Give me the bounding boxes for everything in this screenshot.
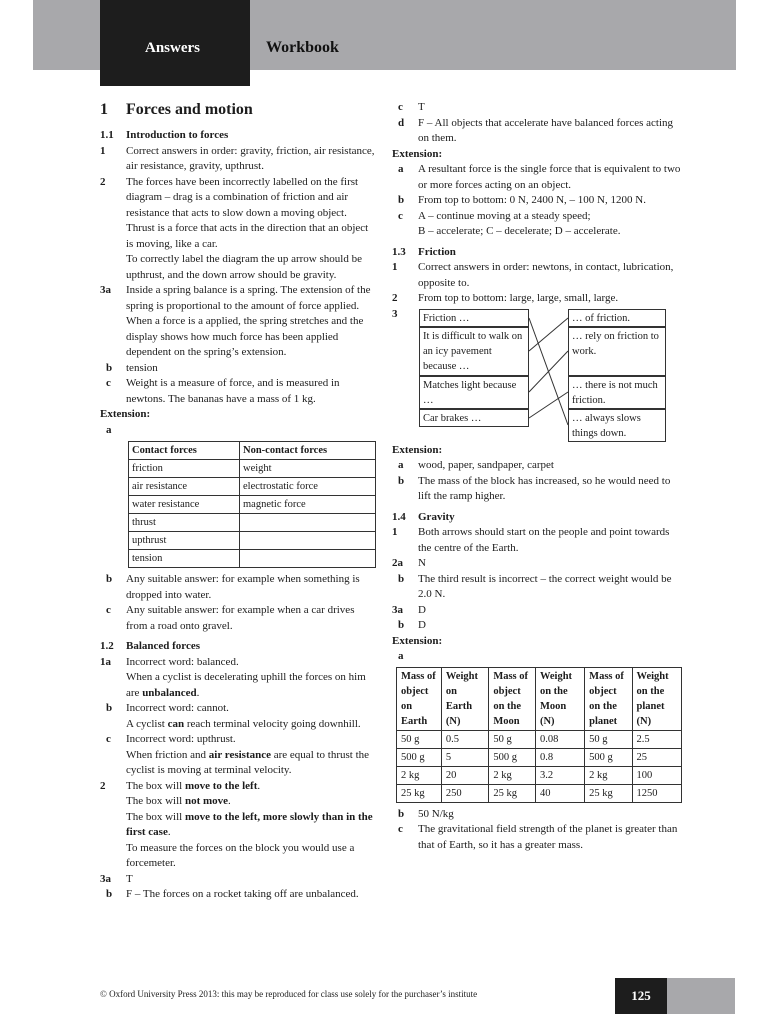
match-left-box: It is difficult to walk on an icy pavement because …	[419, 327, 529, 376]
table-row: 25 kg 250 25 kg 40 25 kg 1250	[397, 784, 682, 802]
answer-item: 3a Inside a spring balance is a spring. The extension of the spring is proportional to the amount of force applied. When a force is a applied, the spring stretches and the display shows how much force has been applied dependent on the spring’s extension.	[100, 284, 371, 358]
answer-item: 1 Correct answers in order: gravity, friction, air resistance, air resistance, gravity, upthrust.	[100, 144, 375, 172]
answer-continuation: When friction and air resistance are equal to thrust the cyclist is moving at terminal velocity.	[126, 748, 370, 776]
page-number: 125	[631, 988, 651, 1003]
answer-continuation: When a cyclist is decelerating uphill the forces on him are unbalanced.	[126, 671, 366, 699]
answer-item: b 50 N/kg	[398, 807, 454, 820]
answer-item: c Any suitable answer: for example when a car drives from a road onto gravel.	[106, 604, 355, 632]
section-heading: 1.4 Gravity	[392, 510, 455, 523]
match-left-box: Friction …	[419, 309, 529, 327]
table-header: Non-contact forces	[240, 442, 376, 460]
answer-item: 1 Both arrows should start on the people and point towards the centre of the Earth.	[392, 526, 670, 554]
answer-item: b Any suitable answer: for example when something is dropped into water.	[106, 573, 360, 601]
answer-item: b D	[398, 619, 426, 631]
table-row: friction weight	[129, 460, 376, 478]
matching-diagram	[392, 309, 682, 439]
answer-item: c Incorrect word: upthrust.	[106, 733, 236, 745]
table-row: water resistance magnetic force	[129, 496, 376, 514]
answer-continuation: The box will move to the left, more slowly than in the first case.	[126, 810, 373, 838]
chapter-number: 1	[100, 101, 108, 118]
table-header: Weight on the planet (N)	[632, 667, 681, 730]
table-row: tension	[129, 550, 376, 568]
answer-item: a wood, paper, sandpaper, carpet	[398, 459, 554, 471]
table-header: Mass of object on the planet	[585, 667, 632, 730]
table-header: Mass of object on Earth	[397, 667, 442, 730]
question-number: 3	[392, 307, 398, 320]
match-left-box: Car brakes …	[419, 409, 529, 427]
answer-continuation: To measure the forces on the block you would use a forcemeter.	[126, 841, 355, 869]
answer-item: b F – The forces on a rocket taking off are unbalanced.	[106, 888, 359, 900]
answer-item: b The third result is incorrect – the correct weight would be 2.0 N.	[398, 572, 672, 600]
extension-heading: Extension:	[392, 147, 443, 160]
chapter-title: Forces and motion	[126, 101, 253, 118]
table-header: Mass of object on the Moon	[489, 667, 536, 730]
table-header: Weight on the Moon (N)	[535, 667, 584, 730]
table-header: Contact forces	[129, 442, 240, 460]
answer-item: d F – All objects that accelerate have balanced forces acting on them.	[398, 116, 674, 144]
match-right-box: … there is not much friction.	[568, 376, 666, 409]
answer-continuation: To correctly label the diagram the up arrow should be upthrust, and the down arrow should be gravity.	[126, 253, 362, 281]
answer-item: 2 From top to bottom: large, large, small, large.	[392, 292, 619, 304]
answer-item: 2 The forces have been incorrectly labelled on the first diagram – drag is a combination of friction and air resistance that acts to slow down a moving object. Thrust is a force that acts in the direction that an object is moving, like a car.	[100, 175, 369, 250]
answer-item: a	[106, 423, 112, 436]
left-column	[100, 100, 378, 903]
answer-item: 1a Incorrect word: balanced.	[100, 655, 239, 668]
answer-item: c The gravitational field strength of the planet is greater than that of Earth, so it has a greater mass.	[398, 823, 678, 851]
table-header: Weight on Earth (N)	[441, 667, 488, 730]
table-row: 2 kg 20 2 kg 3.2 2 kg 100	[397, 766, 682, 784]
match-right-box: … always slows things down.	[568, 409, 666, 442]
answer-item: a A resultant force is the single force that is equivalent to two or more forces acting on an object.	[398, 163, 681, 191]
extension-heading: Extension:	[100, 408, 151, 420]
answer-continuation: The box will not move.	[126, 795, 231, 807]
answer-item: b Incorrect word: cannot.	[106, 702, 229, 714]
section-heading: 1.2 Balanced forces	[100, 640, 201, 652]
copyright-footer: © Oxford University Press 2013: this may be reproduced for class use solely for the purchaser’s institute	[100, 989, 478, 999]
answer-item: 2a N	[392, 557, 426, 569]
match-right-box: … rely on friction to work.	[568, 327, 666, 376]
header-section-title: Answers	[145, 40, 200, 56]
answer-item: 3a D	[392, 603, 426, 616]
table-row: 50 g 0.5 50 g 0.08 50 g 2.5	[397, 730, 682, 748]
match-right-box: … of friction.	[568, 309, 666, 327]
matching-lines	[392, 309, 682, 444]
answer-item: b tension	[106, 361, 158, 374]
answer-item: c A – continue moving at a steady speed;	[398, 209, 591, 222]
answer-item: 2 The box will move to the left.	[100, 779, 261, 792]
section-heading: 1.1 Introduction to forces	[100, 129, 229, 141]
footer-gray-band	[667, 978, 735, 1014]
header-book-title: Workbook	[266, 39, 339, 56]
answer-item: b The mass of the block has increased, so he would need to lift the ramp higher.	[398, 474, 671, 502]
extension-heading: Extension:	[392, 634, 443, 647]
answer-item: 1 Correct answers in order: newtons, in contact, lubrication, opposite to.	[392, 261, 674, 289]
table-row: 500 g 5 500 g 0.8 500 g 25	[397, 748, 682, 766]
answer-item: a	[398, 650, 404, 662]
right-column	[392, 100, 682, 853]
section-heading: 1.3 Friction	[392, 245, 456, 258]
table-row: thrust	[129, 514, 376, 532]
table-row: air resistance electrostatic force	[129, 478, 376, 496]
forces-table	[128, 441, 376, 568]
answer-continuation: A cyclist can reach terminal velocity going downhill.	[126, 717, 361, 730]
answer-item: c Weight is a measure of force, and is measured in newtons. The bananas have a mass of 1 kg.	[106, 377, 340, 405]
table-row: upthrust	[129, 532, 376, 550]
match-left-box: Matches light because …	[419, 376, 529, 409]
answer-item: 3a T	[100, 872, 133, 885]
answer-item: b From top to bottom: 0 N, 2400 N, – 100 N, 1200 N.	[398, 194, 646, 206]
answer-item: c T	[398, 101, 425, 113]
answer-continuation: B – accelerate; C – decelerate; D – accelerate.	[418, 225, 621, 237]
weight-table	[396, 667, 682, 803]
extension-heading: Extension:	[392, 443, 443, 456]
chapter-heading	[100, 100, 378, 120]
